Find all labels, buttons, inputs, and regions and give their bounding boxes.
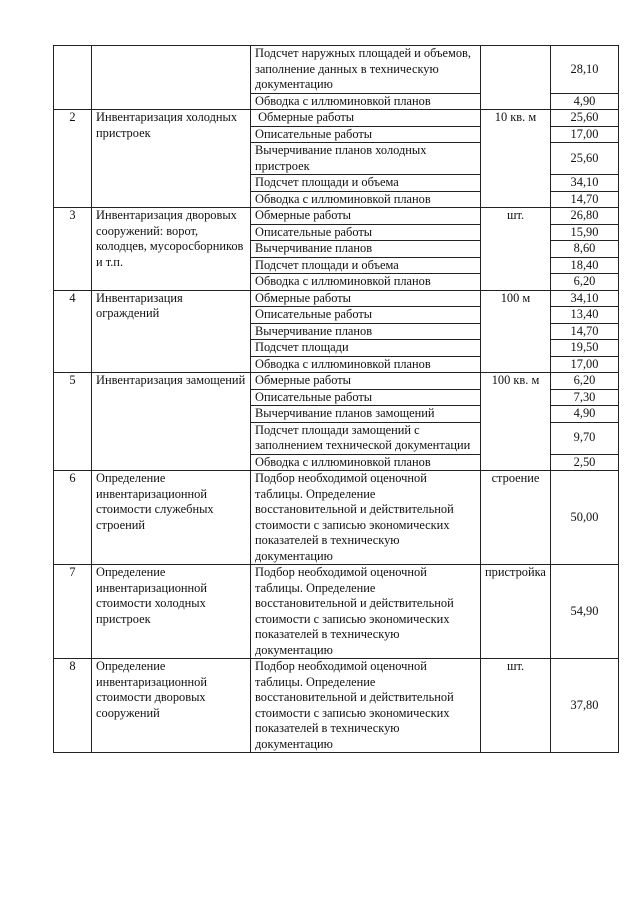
price-cell: 19,50 [551, 340, 619, 357]
table-row [54, 290, 619, 307]
item-name-cell: Инвентаризация ограждений [92, 290, 251, 373]
price-cell: 4,90 [551, 406, 619, 423]
table-row [54, 659, 619, 753]
work-type-cell: Подсчет наружных площадей и объемов, заполнение данных в техническую документацию [251, 46, 481, 94]
price-cell: 14,70 [551, 323, 619, 340]
item-name-cell: Инвентаризация холодных пристроек [92, 110, 251, 208]
row-number-cell: 2 [54, 110, 92, 208]
table-row [54, 46, 619, 94]
work-type-cell: Подсчет площади замощений с заполнением технической документации [251, 422, 481, 454]
price-cell: 6,20 [551, 373, 619, 390]
row-number-cell: 5 [54, 373, 92, 471]
row-number-cell: 3 [54, 208, 92, 291]
unit-cell: пристройка [481, 565, 551, 659]
price-cell: 15,90 [551, 224, 619, 241]
unit-cell: шт. [481, 208, 551, 291]
price-cell: 54,90 [551, 565, 619, 659]
price-cell: 25,60 [551, 110, 619, 127]
price-cell: 18,40 [551, 257, 619, 274]
table-row [54, 373, 619, 390]
unit-cell [481, 46, 551, 110]
price-cell: 13,40 [551, 307, 619, 324]
unit-cell: строение [481, 471, 551, 565]
work-type-cell: Подбор необходимой оценочной таблицы. Определение восстановительной и действительной стоимости с записью экономических показателей в техническую документацию [251, 471, 481, 565]
price-cell: 25,60 [551, 143, 619, 175]
price-cell: 34,10 [551, 175, 619, 192]
work-type-cell: Подсчет площади и объема [251, 175, 481, 192]
work-type-cell: Подбор необходимой оценочной таблицы. Определение восстановительной и действительной стоимости с записью экономических показателей в техническую документацию [251, 659, 481, 753]
price-cell: 8,60 [551, 241, 619, 258]
price-cell: 4,90 [551, 93, 619, 110]
work-type-cell: Вычерчивание планов замощений [251, 406, 481, 423]
item-name-cell: Определение инвентаризационной стоимости дворовых сооружений [92, 659, 251, 753]
work-type-cell: Подсчет площади [251, 340, 481, 357]
price-cell: 37,80 [551, 659, 619, 753]
price-cell: 17,00 [551, 126, 619, 143]
work-type-cell: Подсчет площади и объема [251, 257, 481, 274]
price-cell: 50,00 [551, 471, 619, 565]
work-type-cell: Обводка с иллюминовкой планов [251, 356, 481, 373]
row-number-cell [54, 46, 92, 110]
item-name-cell: Определение инвентаризационной стоимости холодных пристроек [92, 565, 251, 659]
unit-cell: 100 м [481, 290, 551, 373]
item-name-cell [92, 46, 251, 110]
price-cell: 26,80 [551, 208, 619, 225]
item-name-cell: Инвентаризация замощений [92, 373, 251, 471]
row-number-cell: 6 [54, 471, 92, 565]
table-row [54, 471, 619, 565]
price-cell: 2,50 [551, 454, 619, 471]
price-cell: 9,70 [551, 422, 619, 454]
work-type-cell: Вычерчивание планов [251, 323, 481, 340]
row-number-cell: 8 [54, 659, 92, 753]
item-name-cell: Инвентаризация дворовых сооружений: ворот, колодцев, мусоросборников и т.п. [92, 208, 251, 291]
work-type-cell: Описательные работы [251, 389, 481, 406]
table-row [54, 565, 619, 659]
unit-cell: шт. [481, 659, 551, 753]
price-cell: 6,20 [551, 274, 619, 291]
table-row [54, 208, 619, 225]
work-type-cell: Обмерные работы [251, 373, 481, 390]
work-type-cell: Описательные работы [251, 307, 481, 324]
work-type-cell: Обводка с иллюминовкой планов [251, 274, 481, 291]
price-cell: 34,10 [551, 290, 619, 307]
work-type-cell: Обводка с иллюминовкой планов [251, 454, 481, 471]
row-number-cell: 7 [54, 565, 92, 659]
work-type-cell: Подбор необходимой оценочной таблицы. Определение восстановительной и действительной стоимости с записью экономических показателей в техническую документацию [251, 565, 481, 659]
unit-cell: 100 кв. м [481, 373, 551, 471]
row-number-cell: 4 [54, 290, 92, 373]
work-type-cell: Описательные работы [251, 224, 481, 241]
work-type-cell: Вычерчивание планов холодных пристроек [251, 143, 481, 175]
unit-cell: 10 кв. м [481, 110, 551, 208]
document-page [53, 45, 619, 753]
price-cell: 28,10 [551, 46, 619, 94]
work-type-cell: Обмерные работы [251, 208, 481, 225]
item-name-cell: Определение инвентаризационной стоимости служебных строений [92, 471, 251, 565]
work-type-cell: Обводка с иллюминовкой планов [251, 93, 481, 110]
work-type-cell: Обводка с иллюминовкой планов [251, 191, 481, 208]
table-row [54, 110, 619, 127]
work-type-cell: Обмерные работы [251, 110, 481, 127]
tariff-table [53, 45, 619, 753]
work-type-cell: Описательные работы [251, 126, 481, 143]
price-cell: 14,70 [551, 191, 619, 208]
price-cell: 7,30 [551, 389, 619, 406]
work-type-cell: Вычерчивание планов [251, 241, 481, 258]
price-cell: 17,00 [551, 356, 619, 373]
work-type-cell: Обмерные работы [251, 290, 481, 307]
